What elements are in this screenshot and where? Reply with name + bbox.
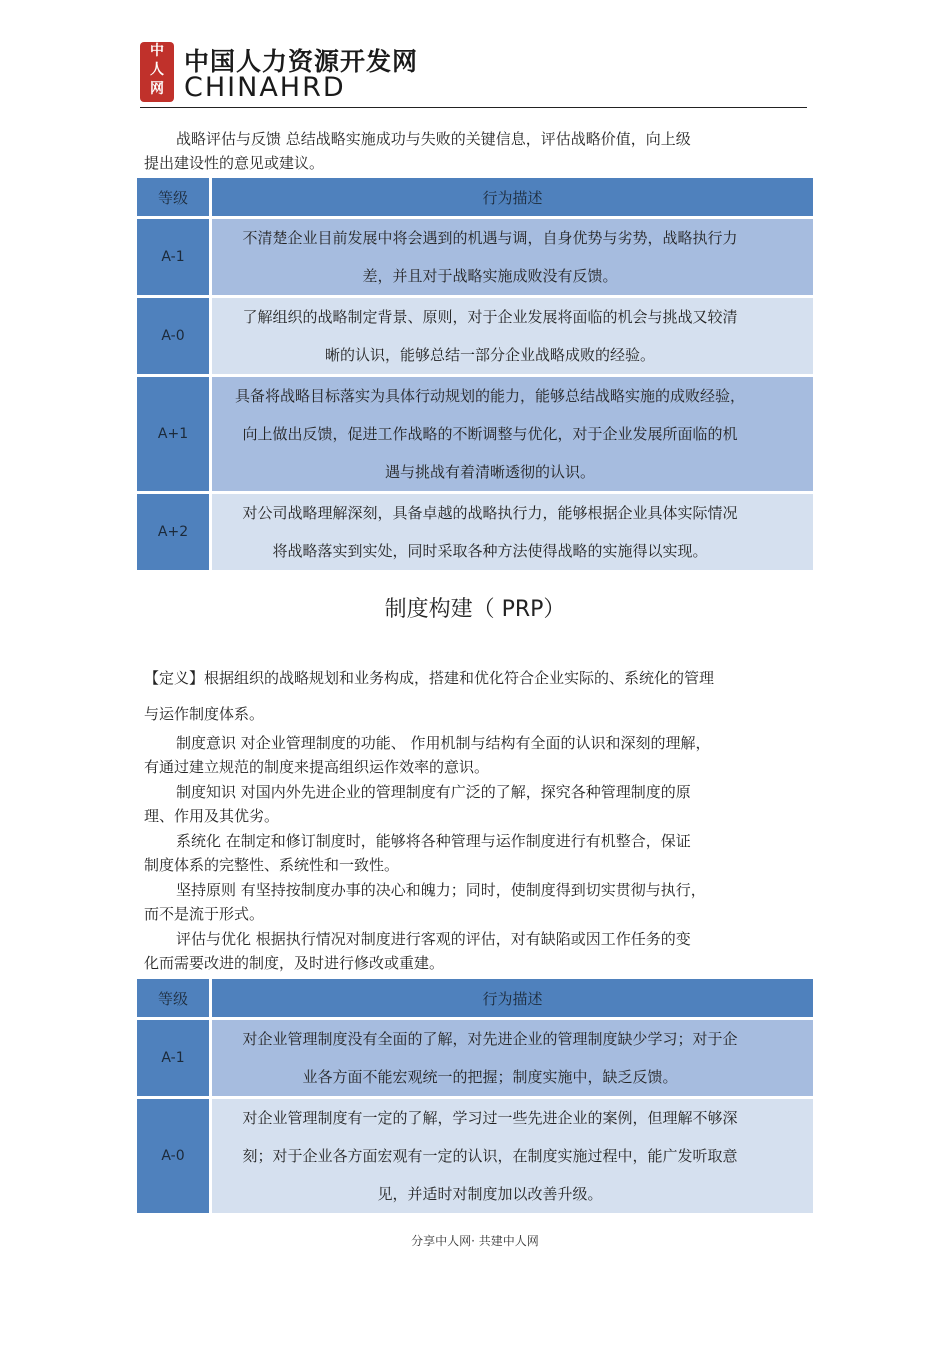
logo-seal-icon	[140, 42, 174, 102]
item-line: 制度体系的完整性、系统性和一致性。	[144, 856, 400, 874]
behavior-table-strategy	[137, 178, 813, 570]
description-line: 业各方面不能宏观统一的把握；制度实施中，缺乏反馈。	[302, 1068, 678, 1086]
table-row	[137, 491, 813, 570]
description-cell	[212, 377, 813, 491]
column-header-description: 行为描述	[212, 178, 813, 216]
list-item	[144, 780, 784, 828]
column-header-level: 等级	[137, 178, 212, 216]
item-line: 评估与优化 根据执行情况对制度进行客观的评估，对有缺陷或因工作任务的变	[176, 930, 691, 948]
item-line: 坚持原则 有坚持按制度办事的决心和魄力；同时，使制度得到切实贯彻与执行，	[176, 881, 706, 899]
level-cell: A+1	[137, 377, 212, 491]
description-cell	[212, 1020, 813, 1096]
item-line: 制度意识 对企业管理制度的功能、 作用机制与结构有全面的认识和深刻的理解，	[176, 734, 711, 752]
table-header	[137, 178, 813, 216]
item-line: 化而需要改进的制度，及时进行修改或重建。	[144, 954, 445, 972]
description-line: 具备将战略目标落实为具体行动规划的能力，能够总结战略实施的成败经验，	[234, 387, 745, 405]
level-cell: A-1	[137, 1020, 212, 1096]
item-line: 理、作用及其优劣。	[144, 807, 280, 825]
logo-seal-char: 中	[150, 43, 164, 59]
section-title: 制度构建（ PRP）	[384, 597, 566, 622]
definition-line: 【定义】根据组织的战略规划和业务构成，搭建和优化符合企业实际的、系统化的管理	[144, 669, 715, 687]
description-cell	[212, 494, 813, 570]
definition-paragraph	[144, 660, 784, 732]
logo-chinese-name: 中国人力资源开发网	[184, 47, 419, 76]
column-header-description: 行为描述	[212, 979, 813, 1017]
level-cell: A-1	[137, 219, 212, 295]
description-line: 不清楚企业目前发展中将会遇到的机遇与调，自身优势与劣势，战略执行力	[242, 229, 738, 247]
description-line: 刻；对于企业各方面宏观有一定的认识，在制度实施过程中，能广发听取意	[242, 1147, 738, 1165]
description-cell	[212, 298, 813, 374]
list-item	[144, 731, 784, 779]
list-item	[144, 927, 784, 975]
intro-paragraph	[144, 127, 784, 175]
logo-seal-char: 人	[150, 62, 164, 78]
level-cell: A+2	[137, 494, 212, 570]
table-row	[137, 1017, 813, 1096]
item-line: 而不是流于形式。	[144, 905, 265, 923]
description-line: 向上做出反馈，促进工作战略的不断调整与优化，对于企业发展所面临的机	[242, 425, 738, 443]
list-item	[144, 829, 784, 877]
table-row	[137, 295, 813, 374]
list-item	[144, 878, 784, 926]
description-line: 见，并适时对制度加以改善升级。	[377, 1185, 603, 1203]
description-line: 将战略落实到实处，同时采取各种方法使得战略的实施得以实现。	[272, 542, 708, 560]
intro-line: 战略评估与反馈 总结战略实施成功与失败的关键信息，评估战略价值，向上级	[176, 130, 691, 148]
description-line: 差，并且对于战略实施成败没有反馈。	[362, 267, 618, 285]
item-line: 制度知识 对国内外先进企业的管理制度有广泛的了解，探究各种管理制度的原	[176, 783, 691, 801]
description-line: 对企业管理制度没有全面的了解，对先进企业的管理制度缺少学习；对于企	[242, 1030, 738, 1048]
table-row	[137, 1096, 813, 1213]
level-cell: A-0	[137, 298, 212, 374]
column-header-level: 等级	[137, 979, 212, 1017]
table-row	[137, 216, 813, 295]
item-line: 有通过建立规范的制度来提高组织运作效率的意识。	[144, 758, 490, 776]
intro-line: 提出建设性的意见或建议。	[144, 154, 325, 172]
description-line: 遇与挑战有着清晰透彻的认识。	[384, 463, 595, 481]
logo-seal-char: 网	[150, 81, 164, 97]
behavior-table-system	[137, 979, 813, 1213]
table-header	[137, 979, 813, 1017]
description-cell	[212, 1099, 813, 1213]
description-line: 晰的认识，能够总结一部分企业战略成败的经验。	[324, 346, 655, 364]
description-line: 对公司战略理解深刻，具备卓越的战略执行力，能够根据企业具体实际情况	[242, 504, 738, 522]
logo-english-name: CHINAHRD	[184, 72, 346, 103]
item-line: 系统化 在制定和修订制度时，能够将各种管理与运作制度进行有机整合，保证	[176, 832, 691, 850]
description-cell	[212, 219, 813, 295]
page-footer: 分享中人网· 共建中人网	[411, 1234, 539, 1248]
table-row	[137, 374, 813, 491]
site-header	[140, 38, 808, 108]
header-divider	[140, 107, 807, 108]
description-line: 对企业管理制度有一定的了解，学习过一些先进企业的案例，但理解不够深	[242, 1109, 738, 1127]
competency-list	[144, 731, 784, 975]
level-cell: A-0	[137, 1099, 212, 1213]
description-line: 了解组织的战略制定背景、原则，对于企业发展将面临的机会与挑战又较清	[242, 308, 738, 326]
definition-line: 与运作制度体系。	[144, 705, 265, 723]
